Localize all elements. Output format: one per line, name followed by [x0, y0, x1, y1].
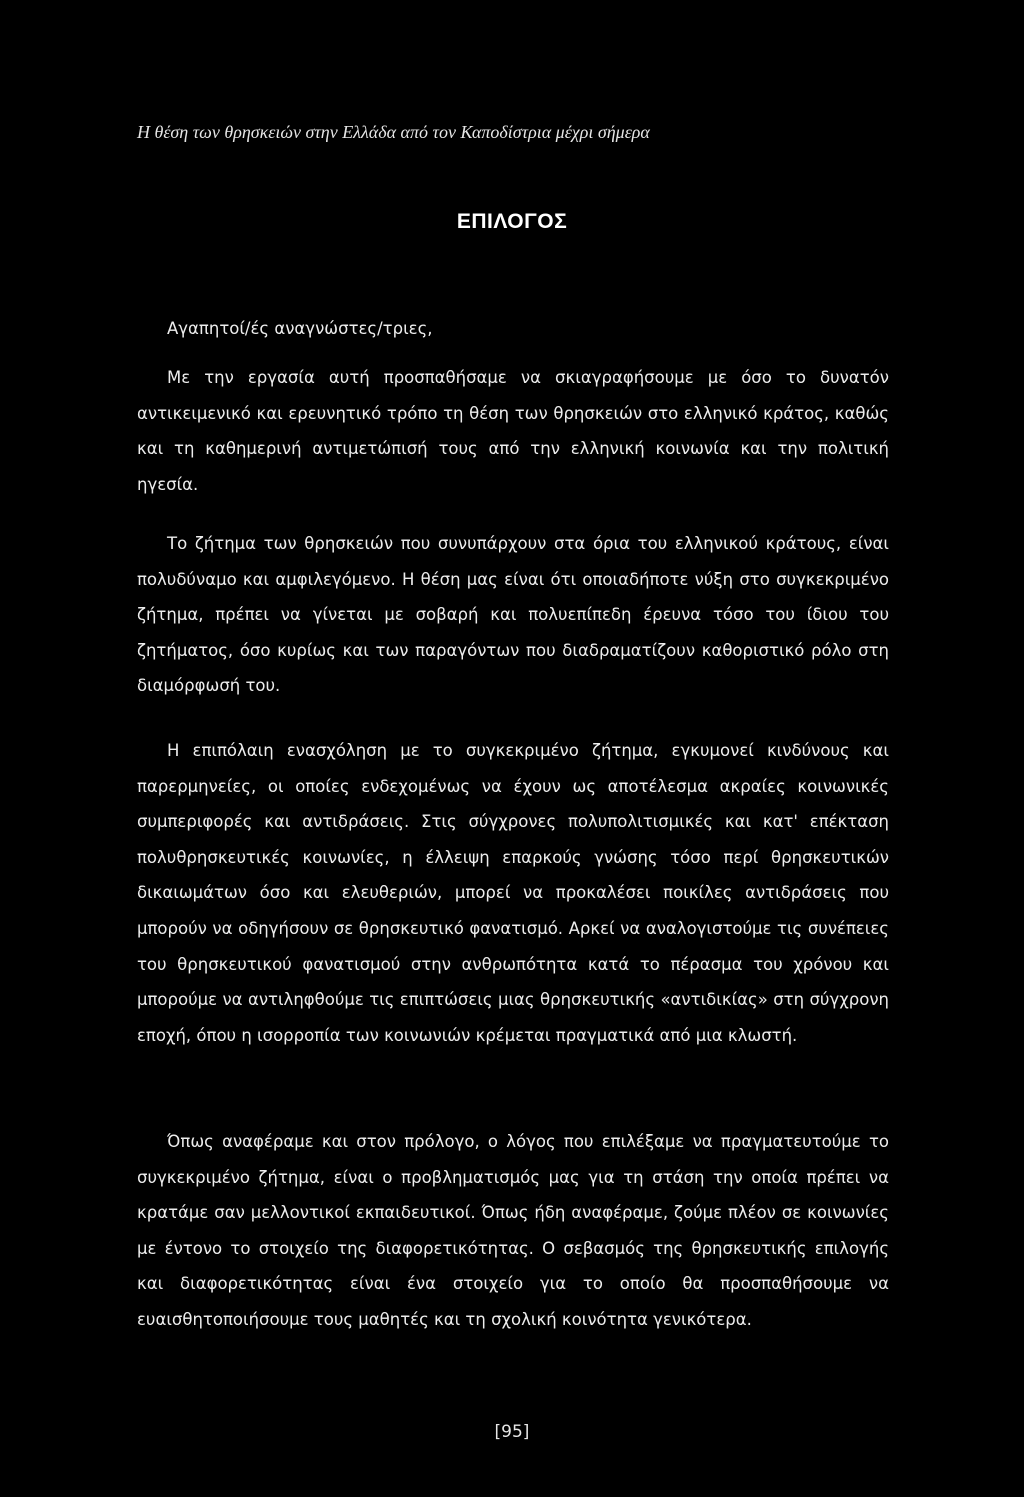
paragraph-3	[137, 733, 889, 1053]
paragraph-text: Το ζήτημα των θρησκειών που συνυπάρχουν στα όρια του ελληνικού κράτους, είναι πολυδύναμο και αμφιλεγόμενο. Η θέση μας είναι ότι οποιαδήποτε νύξη στο συγκεκριμένο ζήτημα, πρέπει να γίνεται με σοβαρή και πολυεπίπεδη έρευνα τόσο του ίδιου του ζητήματος, όσο κυρίως και των παραγόντων που διαδραματίζουν καθοριστικό ρόλο στη διαμόρφωσή του.	[137, 534, 889, 696]
page-number: [95]	[494, 1422, 530, 1442]
running-header: Η θέση των θρησκειών στην Ελλάδα από τον Καποδίστρια μέχρι σήμερα	[137, 122, 650, 142]
paragraph-2	[137, 526, 889, 704]
paragraph-4	[137, 1124, 889, 1338]
salutation: Αγαπητοί/ές αναγνώστες/τριες,	[167, 319, 433, 338]
paragraph-text: Με την εργασία αυτή προσπαθήσαμε να σκιαγραφήσουμε με όσο το δυνατόν αντικειμενικό και ερευνητικό τρόπο τη θέση των θρησκειών στο ελληνικό κράτος, καθώς και τη καθημερινή αντιμετώπισή τους από την ελληνική κοινωνία και την πολιτική ηγεσία.	[137, 368, 889, 494]
paragraph-text: Όπως αναφέραμε και στον πρόλογο, ο λόγος που επιλέξαμε να πραγματευτούμε το συγκεκριμένο ζήτημα, είναι ο προβληματισμός μας για τη στάση την οποία πρέπει να κρατάμε σαν μελλοντικοί εκπαιδευτικοί. Όπως ήδη αναφέραμε, ζούμε πλέον σε κοινωνίες με έντονο το στοιχείο της διαφορετικότητας. Ο σεβασμός της θρησκευτικής επιλογής και διαφορετικότητας είναι ένα στοιχείο για το οποίο θα προσπαθήσουμε να ευαισθητοποιήσουμε τους μαθητές και τη σχολική κοινότητα γενικότερα.	[137, 1132, 889, 1329]
paragraph-1	[137, 360, 889, 502]
paragraph-text: Η επιπόλαιη ενασχόληση με το συγκεκριμένο ζήτημα, εγκυμονεί κινδύνους και παρερμηνείες, οι οποίες ενδεχομένως να έχουν ως αποτέλεσμα ακραίες κοινωνικές συμπεριφορές και αντιδράσεις. Στις σύγχρονες πολυπολιτισμικές και κατ' επέκταση πολυθρησκευτικές κοινωνίες, η έλλειψη επαρκούς γνώσης τόσο περί θρησκευτικών δικαιωμάτων όσο και ελευθεριών, μπορεί να προκαλέσει ποικίλες αντιδράσεις που μπορούν να οδηγήσουν σε θρησκευτικό φανατισμό. Αρκεί να αναλογιστούμε τις συνέπειες του θρησκευτικού φανατισμού στην ανθρωπότητα κατά το πέρασμα του χρόνου και μπορούμε να αντιληφθούμε τις επιπτώσεις μιας θρησκευτικής «αντιδικίας» στη σύγχρονη εποχή, όπου η ισορροπία των κοινωνιών κρέμεται πραγματικά από μια κλωστή.	[137, 741, 889, 1045]
chapter-title: ΕΠΙΛΟΓΟΣ	[456, 210, 568, 233]
